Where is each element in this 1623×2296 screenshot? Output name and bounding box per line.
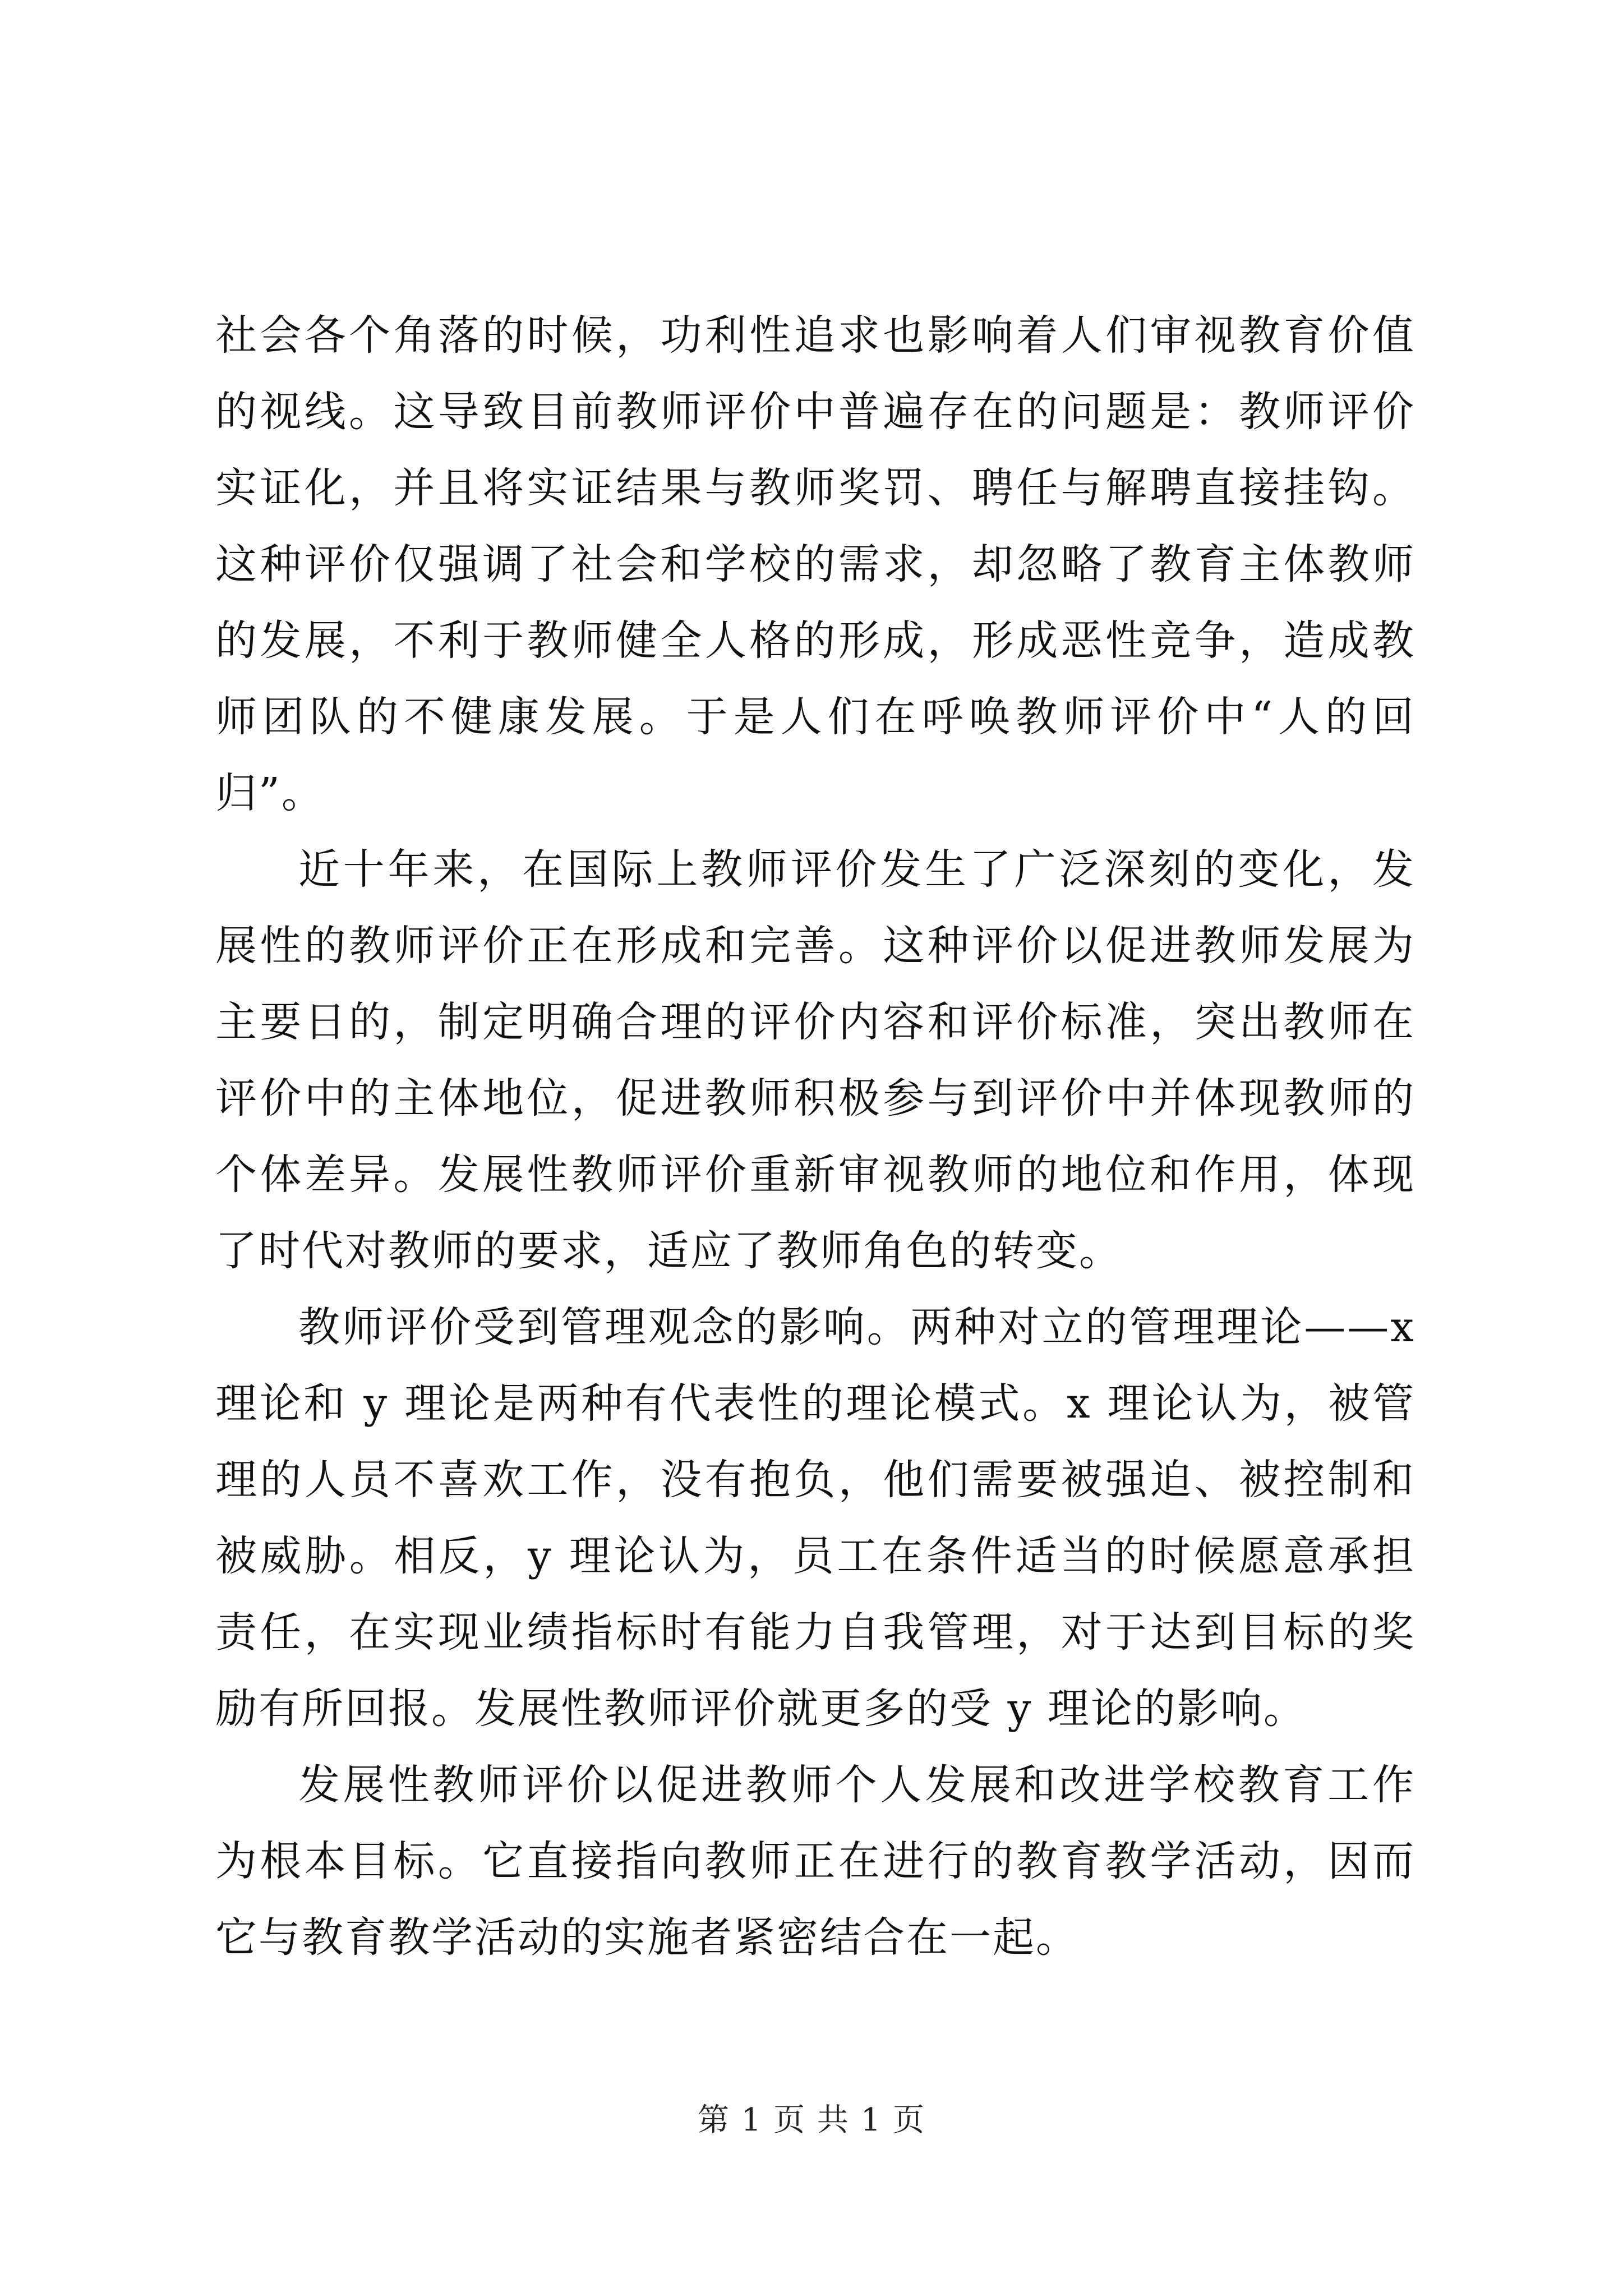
paragraph-3: 教师评价受到管理观念的影响。两种对立的管理理论——x理论和 y 理论是两种有代表性的理论模式。x 理论认为，被管理的人员不喜欢工作，没有抱负，他们需要被强迫、被控制和被威胁。相反，y 理论认为，员工在条件适当的时候愿意承担责任，在实现业绩指标时有能力自我管理，对于达到目标的奖励有所回报。发展性教师评价就更多的受 y 理论的影响。 [215, 1303, 1415, 1733]
paragraph-4: 发展性教师评价以促进教师个人发展和改进学校教育工作为根本目标。它直接指向教师正在进行的教育教学活动，因而它与教育教学活动的实施者紧密结合在一起。 [215, 1761, 1415, 1962]
paragraph-2: 近十年来，在国际上教师评价发生了广泛深刻的变化，发展性的教师评价正在形成和完善。这种评价以促进教师发展为主要日的，制定明确合理的评价内容和评价标准，突出教师在评价中的主体地位，促进教师积极参与到评价中并体现教师的个体差异。发展性教师评价重新审视教师的地位和作用，体现了时代对教师的要求，适应了教师角色的转变。 [215, 845, 1415, 1275]
paragraph-1: 社会各个角落的时候，功利性追求也影响着人们审视教育价值的视线。这导致目前教师评价中普遍存在的问题是：教师评价实证化，并且将实证结果与教师奖罚、聘任与解聘直接挂钩。这种评价仅强调了社会和学校的需求，却忽略了教育主体教师的发展，不利于教师健全人格的形成，形成恶性竞争，造成教师团队的不健康发展。于是人们在呼唤教师评价中“人的回归”。 [215, 311, 1415, 817]
page-footer: 第 1 页 共 1 页 [697, 2102, 926, 2138]
document-body [215, 297, 1415, 1976]
